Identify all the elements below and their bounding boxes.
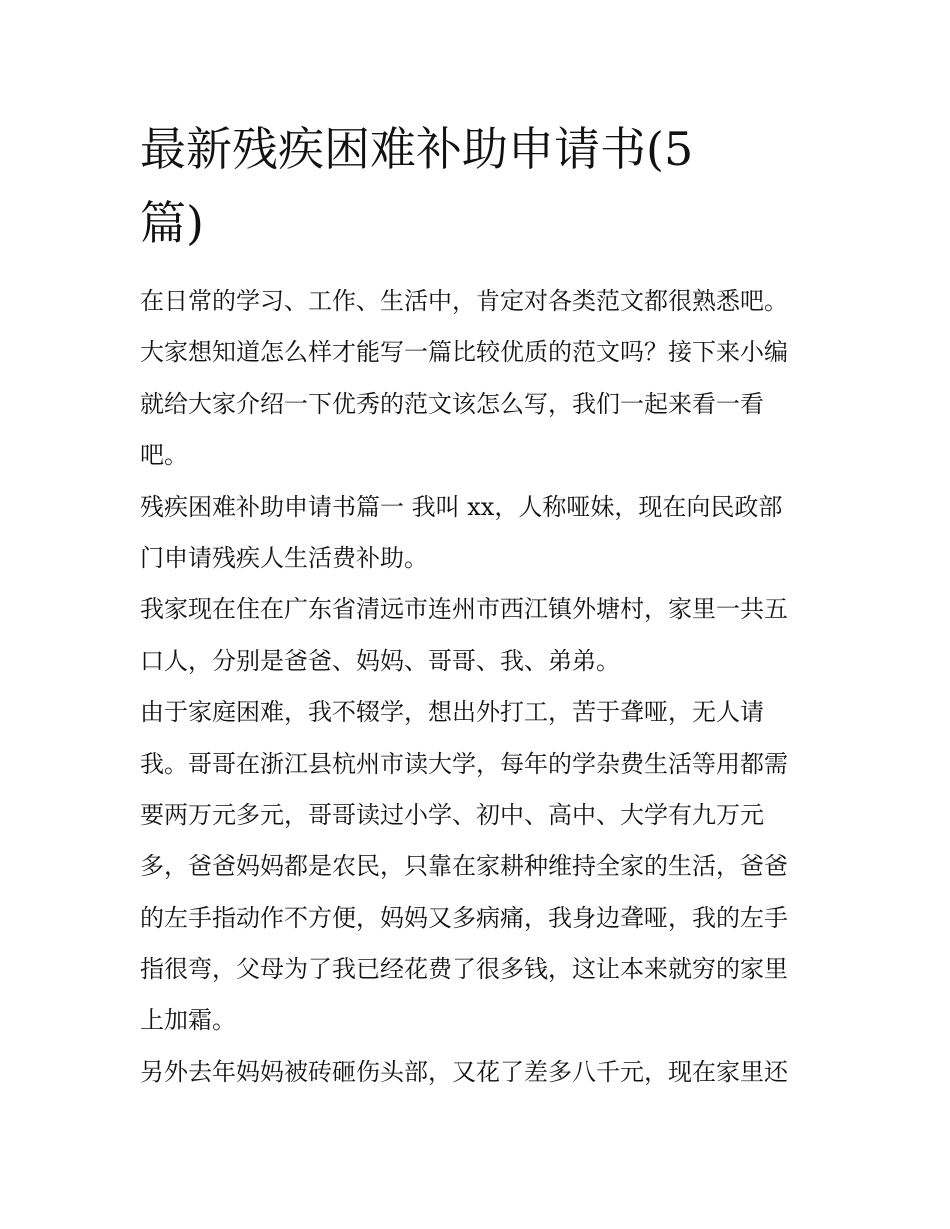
- body-line: 另外去年妈妈被砖砸伤头部，又花了差多八千元，现在家里还: [140, 1057, 788, 1086]
- document-title: [140, 112, 780, 260]
- body-line: 在日常的学习、工作、生活中，肯定对各类范文都很熟悉吧。: [140, 287, 788, 315]
- body-line: 残疾困难补助申请书篇一 我叫 xx，人称哑妹，现在向民政部: [140, 492, 783, 521]
- body-line: 我。哥哥在浙江县杭州市读大学，每年的学杂费生活等用都需: [140, 749, 788, 778]
- body-line: 大家想知道怎么样才能写一篇比较优质的范文吗？接下来小编: [140, 338, 788, 367]
- body-line: 的左手指动作不方便，妈妈又多病痛，我身边聋哑，我的左手: [140, 903, 788, 932]
- body-line: 多，爸爸妈妈都是农民，只靠在家耕种维持全家的生活，爸爸: [140, 852, 788, 881]
- body-line: 我家现在住在广东省清远市连州市西江镇外塘村，家里一共五: [140, 595, 788, 624]
- body-line: 要两万元多元，哥哥读过小学、初中、高中、大学有九万元: [140, 800, 764, 829]
- body-line: 吧。: [140, 441, 188, 470]
- body-line: 门申请残疾人生活费补助。: [140, 543, 428, 572]
- body-line: 上加霜。: [140, 1006, 236, 1035]
- document-body: [140, 276, 820, 1098]
- title-line-2: 篇): [140, 196, 204, 250]
- body-line: 由于家庭困难，我不辍学，想出外打工，苦于聋哑，无人请: [140, 698, 764, 727]
- body-line: 口人，分别是爸爸、妈妈、哥哥、我、弟弟。: [140, 646, 620, 675]
- body-line: 指很弯，父母为了我已经花费了很多钱，这让本来就穷的家里: [140, 955, 788, 984]
- title-line-1: 最新残疾困难补助申请书(5: [140, 122, 694, 176]
- body-line: 就给大家介绍一下优秀的范文该怎么写，我们一起来看一看: [140, 389, 764, 418]
